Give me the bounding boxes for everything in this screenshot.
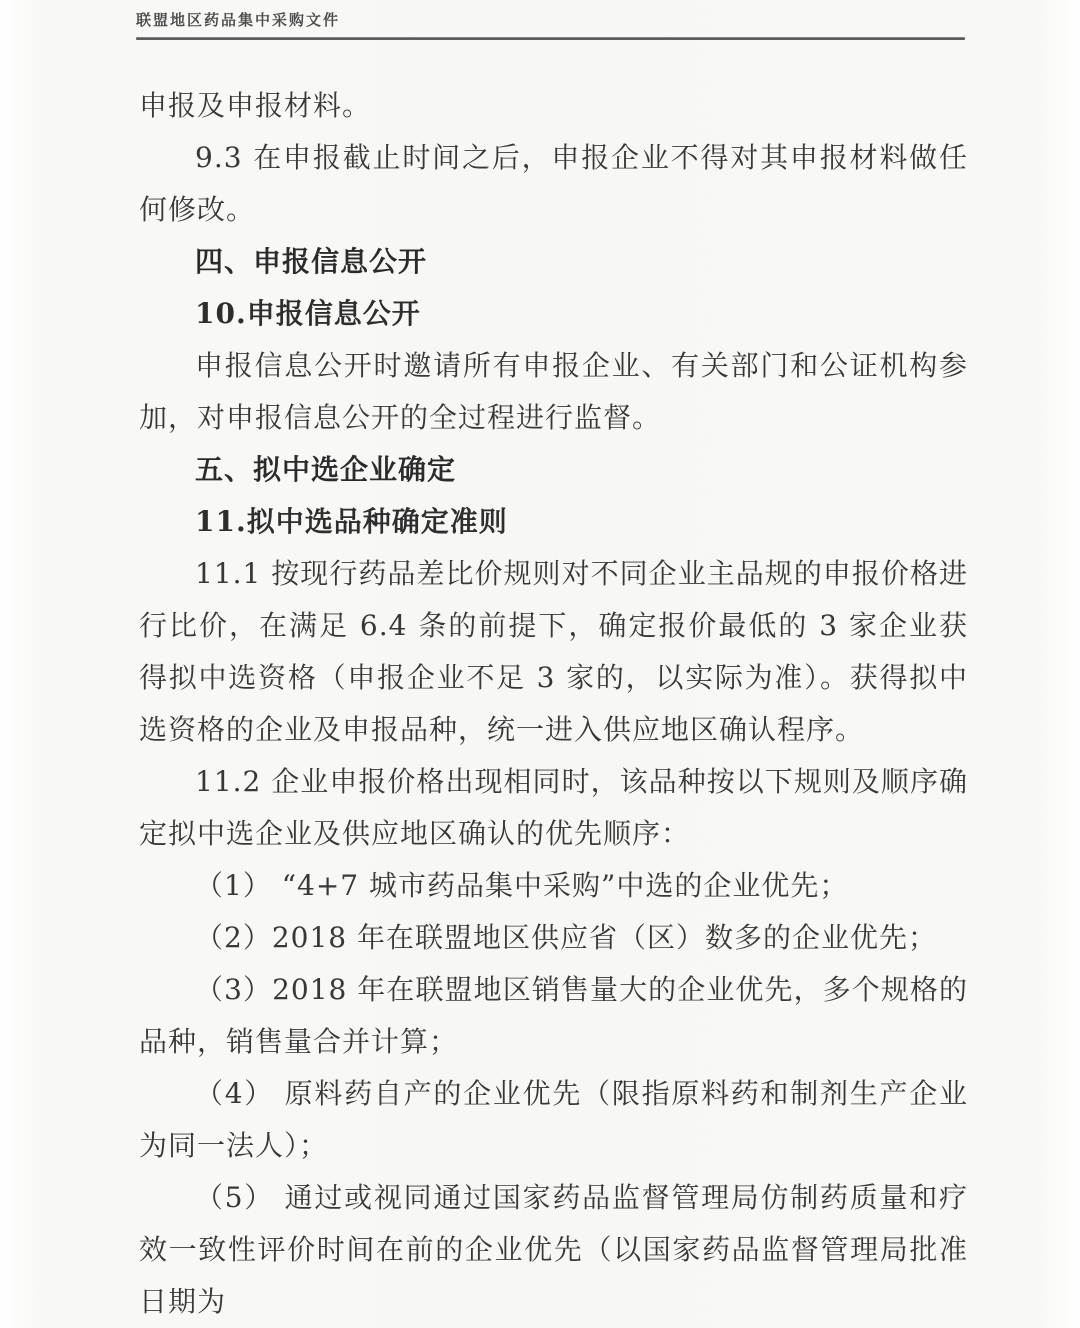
body-paragraph: （4） 原料药自产的企业优先（限指原料药和制剂生产企业为同一法人）； bbox=[139, 1077, 968, 1162]
body-paragraph: （5） 通过或视同通过国家药品监督管理局仿制药质量和疗效一致性评价时间在前的企业优先（以国家药品监督管理局批准日期为 bbox=[139, 1181, 968, 1318]
numbered-heading: 10.申报信息公开 bbox=[195, 297, 421, 330]
page-header-title: 联盟地区药品集中采购文件 bbox=[136, 11, 341, 29]
section-heading: 四、申报信息公开 bbox=[195, 245, 428, 278]
body-paragraph: 9.3 在申报截止时间之后，申报企业不得对其申报材料做任何修改。 bbox=[139, 141, 968, 226]
body-paragraph: 11.1 按现行药品差比价规则对不同企业主品规的申报价格进行比价，在满足 6.4 条的前提下，确定报价最低的 3 家企业获得拟中选资格（申报企业不足 3 家的，以实际为准）。获得拟中选资格的企业及申报品种，统一进入供应地区确认程序。 bbox=[139, 557, 968, 746]
body-paragraph: （3）2018 年在联盟地区销售量大的企业优先，多个规格的品种，销售量合并计算； bbox=[139, 973, 968, 1058]
paragraph-continuation: 申报及申报材料。 bbox=[139, 89, 372, 122]
body-paragraph: （2）2018 年在联盟地区供应省（区）数多的企业优先； bbox=[195, 921, 937, 954]
document-body bbox=[139, 80, 968, 1328]
header-rule bbox=[136, 37, 965, 40]
body-paragraph: 11.2 企业申报价格出现相同时，该品种按以下规则及顺序确定拟中选企业及供应地区确认的优先顺序： bbox=[139, 765, 968, 850]
numbered-heading: 11.拟中选品种确定准则 bbox=[195, 505, 508, 538]
page-header bbox=[0, 0, 1080, 40]
body-paragraph: （1） “4+7 城市药品集中采购”中选的企业优先； bbox=[195, 869, 849, 902]
body-paragraph: 申报信息公开时邀请所有申报企业、有关部门和公证机构参加，对申报信息公开的全过程进行监督。 bbox=[139, 349, 968, 434]
section-heading: 五、拟中选企业确定 bbox=[195, 453, 457, 486]
